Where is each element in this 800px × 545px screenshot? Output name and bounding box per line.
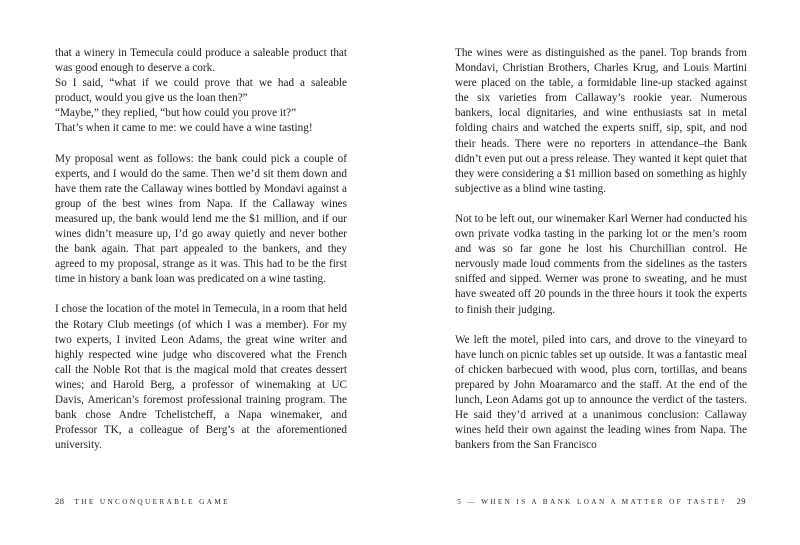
paragraph: That’s when it came to me: we could have a wine tasting! <box>55 122 313 135</box>
left-page-footer <box>55 496 230 506</box>
paragraph: The wines were as distinguished as the panel. Top brands from Mondavi, Christian Brothers, Charles Krug, and Louis Martini were placed on the table, a formidable line-up stacked against the six varieties from Callaway’s rookie year. Numerous bankers, local dignitaries, and wine enthusiasts sat in metal folding chairs and watched the experts sniff, sip, spit, and nod their heads. There were no reporters in attendance–the Bank didn’t even put out a press release. They wanted it kept quiet that they were considering a $1 million based on something as highly subjective as a blind wine tasting. <box>455 47 747 195</box>
right-page-footer <box>457 496 746 506</box>
paragraph: So I said, “what if we could prove that we had a saleable product, would you give us the loan then?” <box>55 77 347 105</box>
running-head: THE UNCONQUERABLE GAME <box>74 498 230 506</box>
left-page <box>55 46 347 468</box>
page-number: 28 <box>55 496 65 506</box>
page-number: 29 <box>736 496 746 506</box>
paragraph: We left the motel, piled into cars, and drove to the vineyard to have lunch on picnic tables set up outside. It was a fantastic meal of chicken barbecued with wood, plus corn, tortillas, and beans prepared by John Moaramarco and the staff. At the end of the lunch, Leon Adams got up to announce the verdict of the tasters. He said they’d arrived at a unanimous conclusion: Callaway wines held their own against the leading wines from Napa. The bankers from the San Francisco <box>455 333 747 452</box>
running-head: 5 — WHEN IS A BANK LOAN A MATTER OF TASTE? <box>457 498 727 506</box>
paragraph: that a winery in Temecula could produce a saleable product that was good enough to deserve a cork. <box>55 47 347 75</box>
paragraph: “Maybe,” they replied, “but how could you prove it?” <box>55 107 297 120</box>
right-page <box>455 46 747 468</box>
paragraph: Not to be left out, our winemaker Karl Werner had conducted his own private vodka tasting in the parking lot or the men’s room and was so far gone he lost his Churchillian control. He nervously made loud comments from the sidelines as the tasters sniffed and sipped. Werner was prone to sweating, and he must have sweated off 20 pounds in the three hours it took the experts to finish their judging. <box>455 212 747 316</box>
paragraph: I chose the location of the motel in Temecula, in a room that held the Rotary Club meetings (of which I was a member). For my two experts, I invited Leon Adams, the great wine writer and highly respected wine judge who discovered what the French call the Noble Rot that is the magical mold that creates dessert wines; and Harold Berg, a professor of winemaking at UC Davis, American’s foremost professional training program. The bank chose Andre Tchelistcheff, a Napa winemaker, and Professor TK, a colleague of Berg’s at the aforementioned university. <box>55 303 347 452</box>
paragraph: My proposal went as follows: the bank could pick a couple of experts, and I would do the same. Then we’d sit them down and have them rate the Callaway wines bottled by Mondavi against a group of the best wines from Napa. If the Callaway wines measured up, the bank would lend me the $1 million, and if our wines didn’t measure up, I’d go away quietly and never bother the bank again. That part appealed to the bankers, and they agreed to my proposal, strange as it was. This had to be the first time in history a bank loan was predicated on a wine tasting. <box>55 152 347 286</box>
